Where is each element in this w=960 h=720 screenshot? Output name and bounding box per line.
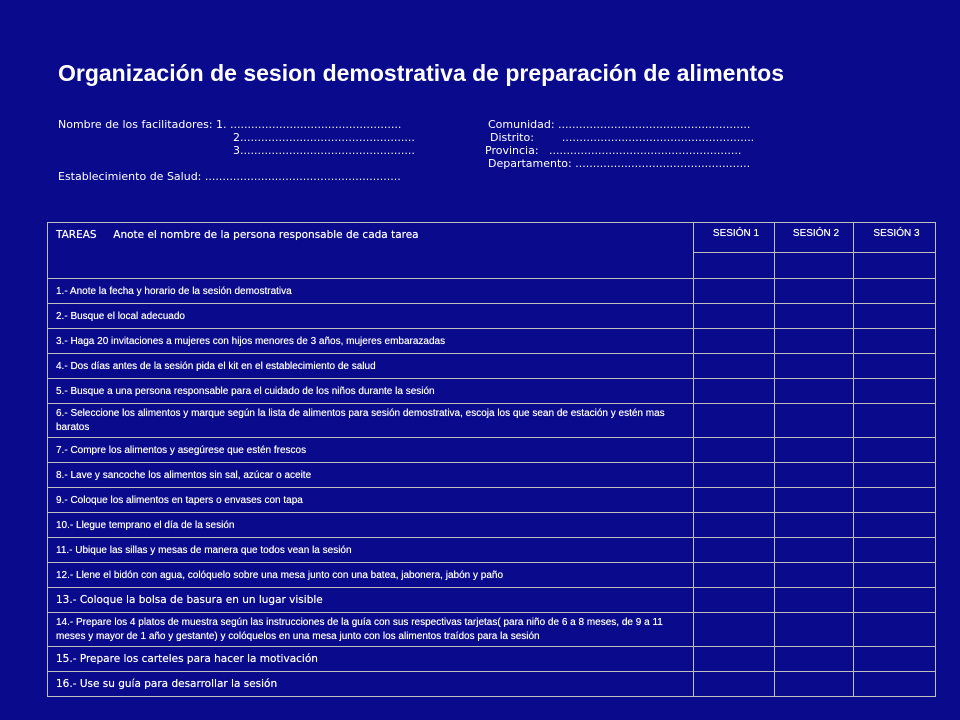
task-description xyxy=(48,279,694,304)
session-1-header: SESIÓN 1 xyxy=(694,223,775,253)
task-description xyxy=(48,613,694,647)
session-3-cell[interactable] xyxy=(854,329,936,354)
table-row xyxy=(48,538,936,563)
table-row xyxy=(48,463,936,488)
session-2-cell[interactable] xyxy=(775,379,854,404)
session-1-cell[interactable] xyxy=(694,588,775,613)
task-description xyxy=(48,379,694,404)
session-3-cell[interactable] xyxy=(854,438,936,463)
session-2-cell[interactable] xyxy=(775,279,854,304)
session-3-cell[interactable] xyxy=(854,354,936,379)
task-description xyxy=(48,563,694,588)
table-row xyxy=(48,304,936,329)
session-3-cell[interactable] xyxy=(854,613,936,647)
session-3-cell[interactable] xyxy=(854,279,936,304)
session-1-cell[interactable] xyxy=(694,463,775,488)
session-1-cell[interactable] xyxy=(694,488,775,513)
session-2-cell[interactable] xyxy=(775,304,854,329)
task-description xyxy=(48,404,694,438)
task-text: 3.- Haga 20 invitaciones a mujeres con hijos menores de 3 años, mujeres embarazadas xyxy=(56,335,446,347)
task-description xyxy=(48,438,694,463)
session-2-cell[interactable] xyxy=(775,672,854,697)
session-3-header: SESIÓN 3 xyxy=(854,223,936,253)
task-text: 4.- Dos días antes de la sesión pida el kit en el establecimiento de salud xyxy=(56,360,376,372)
task-text: 11.- Ubique las sillas y mesas de manera que todos vean la sesión xyxy=(56,544,352,556)
session-1-cell[interactable] xyxy=(694,404,775,438)
task-text: 15.- Prepare los carteles para hacer la motivación xyxy=(56,653,318,665)
session-1-cell[interactable] xyxy=(694,672,775,697)
table-row xyxy=(48,647,936,672)
task-text: 8.- Lave y sancoche los alimentos sin sal, azúcar o aceite xyxy=(56,469,312,481)
task-description xyxy=(48,354,694,379)
page-title: Organización de sesion demostrativa de preparación de alimentos xyxy=(58,60,784,86)
session-2-header: SESIÓN 2 xyxy=(775,223,854,253)
task-description xyxy=(48,463,694,488)
session-1-cell[interactable] xyxy=(694,354,775,379)
session-3-cell[interactable] xyxy=(854,463,936,488)
task-text: 6.- Seleccione los alimentos y marque según la lista de alimentos para sesión demostrativa, escoja los que sean de estación y estén mas baratos xyxy=(56,407,665,433)
community-line: Comunidad: ....................................................... xyxy=(488,118,751,131)
table-row xyxy=(48,438,936,463)
session-1-cell[interactable] xyxy=(694,304,775,329)
task-text: 1.- Anote la fecha y horario de la sesión demostrativa xyxy=(56,285,292,297)
task-description xyxy=(48,488,694,513)
facilitators-line-3: 3.................................................. xyxy=(233,144,415,157)
session-2-cell[interactable] xyxy=(775,647,854,672)
table-row xyxy=(48,513,936,538)
table-row xyxy=(48,379,936,404)
task-text: 5.- Busque a una persona responsable para el cuidado de los niños durante la sesión xyxy=(56,385,435,397)
session-2-responsible-cell[interactable] xyxy=(775,253,854,279)
session-2-cell[interactable] xyxy=(775,463,854,488)
session-3-cell[interactable] xyxy=(854,588,936,613)
session-1-cell[interactable] xyxy=(694,613,775,647)
session-2-cell[interactable] xyxy=(775,488,854,513)
table-row xyxy=(48,404,936,438)
task-text: 2.- Busque el local adecuado xyxy=(56,310,185,322)
table-row xyxy=(48,354,936,379)
session-2-cell[interactable] xyxy=(775,404,854,438)
session-2-cell[interactable] xyxy=(775,588,854,613)
facilitators-line-1: Nombre de los facilitadores: 1. ................................................. xyxy=(58,118,402,131)
session-1-cell[interactable] xyxy=(694,279,775,304)
task-text: 10.- Llegue temprano el día de la sesión xyxy=(56,519,235,531)
session-3-cell[interactable] xyxy=(854,488,936,513)
table-header-tasks xyxy=(48,223,694,279)
task-text: 12.- Llene el bidón con agua, colóquelo sobre una mesa junto con una batea, jabonera, jabón y paño xyxy=(56,569,504,581)
session-1-cell[interactable] xyxy=(694,379,775,404)
tasks-header-note: Anote el nombre de la persona responsable de cada tarea xyxy=(113,229,419,241)
session-3-cell[interactable] xyxy=(854,513,936,538)
department-line: Departamento: .................................................. xyxy=(488,157,751,170)
table-row xyxy=(48,672,936,697)
health-facility-line: Establecimiento de Salud: ........................................................ xyxy=(58,170,401,183)
session-3-cell[interactable] xyxy=(854,672,936,697)
task-description xyxy=(48,672,694,697)
session-1-cell[interactable] xyxy=(694,438,775,463)
session-3-cell[interactable] xyxy=(854,563,936,588)
session-3-responsible-cell[interactable] xyxy=(854,253,936,279)
table-row xyxy=(48,613,936,647)
session-2-cell[interactable] xyxy=(775,438,854,463)
table-row xyxy=(48,488,936,513)
session-2-cell[interactable] xyxy=(775,538,854,563)
task-description xyxy=(48,538,694,563)
session-3-cell[interactable] xyxy=(854,538,936,563)
task-text: 9.- Coloque los alimentos en tapers o envases con tapa xyxy=(56,494,303,506)
session-3-cell[interactable] xyxy=(854,647,936,672)
task-description xyxy=(48,304,694,329)
session-3-cell[interactable] xyxy=(854,404,936,438)
session-1-cell[interactable] xyxy=(694,538,775,563)
table-row xyxy=(48,588,936,613)
session-2-cell[interactable] xyxy=(775,613,854,647)
session-3-cell[interactable] xyxy=(854,379,936,404)
task-text: 7.- Compre los alimentos y asegúrese que estén frescos xyxy=(56,444,307,456)
task-description xyxy=(48,513,694,538)
table-row xyxy=(48,329,936,354)
task-description xyxy=(48,329,694,354)
tasks-header-label: TAREAS xyxy=(56,229,97,241)
session-1-cell[interactable] xyxy=(694,647,775,672)
facilitators-line-2: 2.................................................. xyxy=(233,131,415,144)
task-description xyxy=(48,588,694,613)
session-2-cell[interactable] xyxy=(775,354,854,379)
table-row xyxy=(48,279,936,304)
session-1-cell[interactable] xyxy=(694,329,775,354)
task-text: 14.- Prepare los 4 platos de muestra según las instrucciones de la guía con sus respectivas tarjetas( para niño de 6 a 8 meses, de 9 a 11 meses y mayor de 1 año y gestante) y colóquelos en una mesa junto con los alimentos traídos para la sesión xyxy=(56,616,663,642)
task-text: 16.- Use su guía para desarrollar la sesión xyxy=(56,678,278,690)
session-2-cell[interactable] xyxy=(775,563,854,588)
table-row xyxy=(48,563,936,588)
tasks-table xyxy=(47,222,936,697)
session-1-responsible-cell[interactable] xyxy=(694,253,775,279)
district-line: Distrito: ....................................................... xyxy=(490,131,755,144)
province-line: Provincia: ....................................................... xyxy=(485,144,742,157)
session-2-cell[interactable] xyxy=(775,513,854,538)
session-1-cell[interactable] xyxy=(694,513,775,538)
session-2-cell[interactable] xyxy=(775,329,854,354)
session-3-cell[interactable] xyxy=(854,304,936,329)
task-text: 13.- Coloque la bolsa de basura en un lugar visible xyxy=(56,594,323,606)
task-description xyxy=(48,647,694,672)
session-1-cell[interactable] xyxy=(694,563,775,588)
